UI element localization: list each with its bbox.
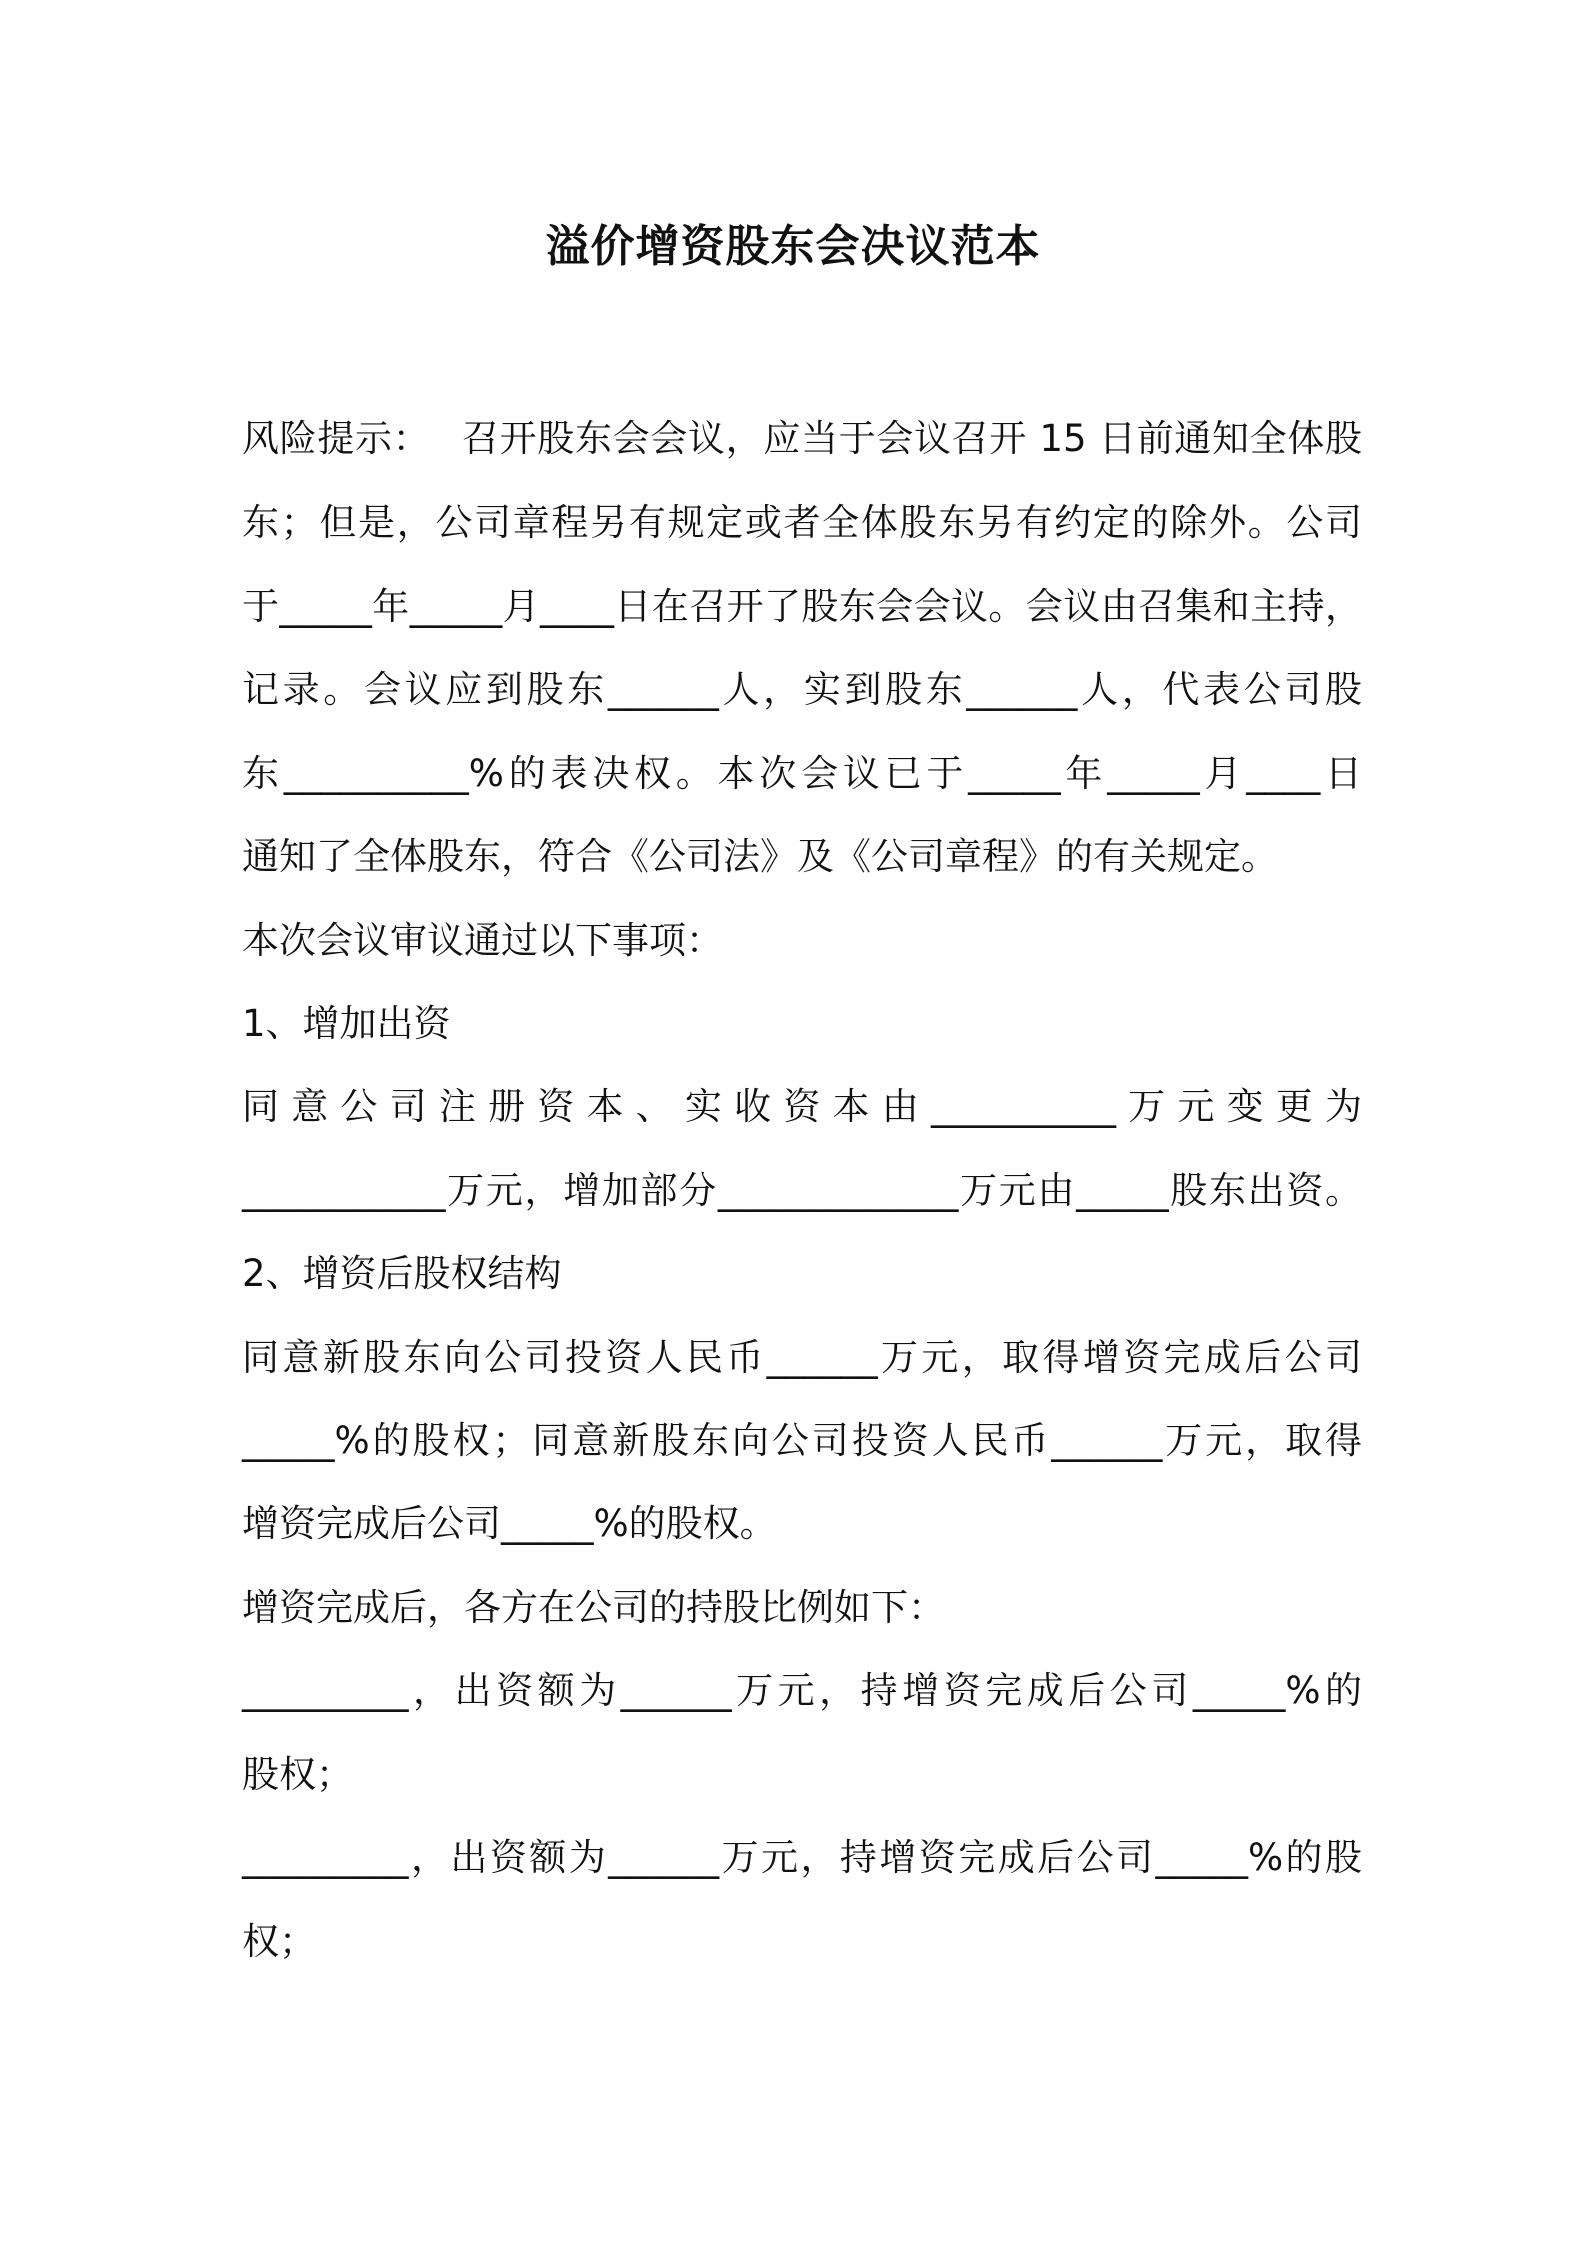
equity-line-2: _____%的股权；同意新股东向公司投资人民币______万元，取得: [242, 1419, 1362, 1462]
equity-line-1: 同意新股东向公司投资人民币______万元，取得增资完成后公司: [242, 1336, 1362, 1379]
shareholder-2-line-1: _________，出资额为______万元，持增资完成后公司_____%的股: [242, 1836, 1362, 1879]
shareholder-1-line-2: 股权；: [242, 1753, 353, 1796]
equity-line-3: 增资完成后公司_____%的股权。: [242, 1502, 777, 1545]
meeting-info-line-3: 东__________%的表决权。本次会议已于_____年_____月____日: [242, 752, 1362, 795]
resolution-intro: 本次会议审议通过以下事项：: [242, 919, 723, 962]
meeting-info-line-2: 记录。会议应到股东______人，实到股东______人，代表公司股: [242, 668, 1362, 711]
document-title: 溢价增资股东会决议范本: [545, 221, 1041, 272]
capital-change-line-1: 同意公司注册资本、实收资本由__________万元变更为: [242, 1085, 1362, 1128]
section-heading-1: 1、增加出资: [242, 1002, 451, 1045]
risk-notice-line-1: 风险提示： 召开股东会会议，应当于会议召开 15 日前通知全体股: [242, 417, 1362, 460]
meeting-info-line-4: 通知了全体股东，符合《公司法》及《公司章程》的有关规定。: [242, 835, 1278, 878]
capital-change-line-2: ___________万元，增加部分_____________万元由_____股东出资。: [242, 1169, 1362, 1212]
risk-notice-line-2: 东；但是，公司章程另有规定或者全体股东另有约定的除外。公司: [242, 501, 1362, 544]
shareholder-1-line-1: _________，出资额为______万元，持增资完成后公司_____%的: [242, 1669, 1362, 1712]
meeting-info-line-1: 于_____年_____月____日在召开了股东会会议。会议由召集和主持，: [242, 585, 1362, 628]
shareholder-2-line-2: 权；: [242, 1920, 316, 1963]
shareholding-intro: 增资完成后，各方在公司的持股比例如下：: [242, 1586, 945, 1629]
section-heading-2: 2、增资后股权结构: [242, 1252, 562, 1295]
